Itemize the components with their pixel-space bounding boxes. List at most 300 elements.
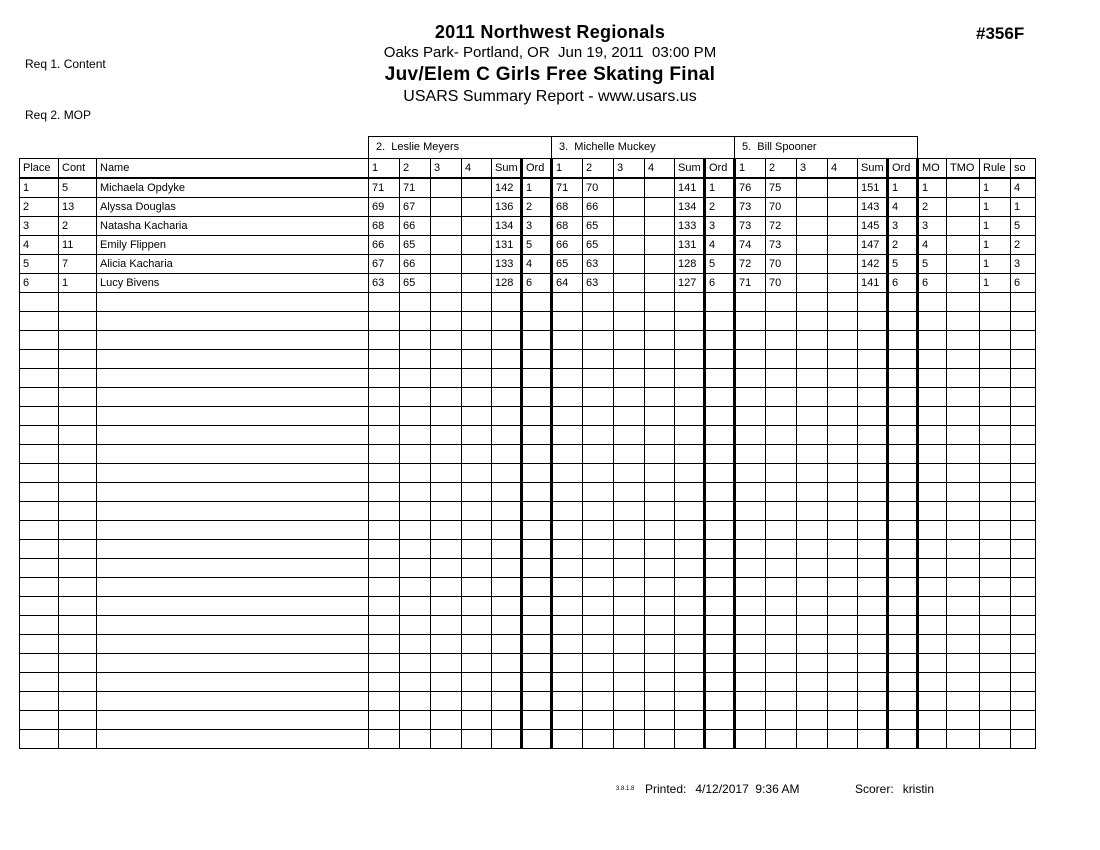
cell-blank [20,692,59,711]
cell-blank [400,540,431,559]
cell-judge1-score2: 66 [400,217,431,236]
cell-blank [918,635,947,654]
cell-blank [828,654,858,673]
cell-blank [59,559,97,578]
cell-blank [1011,388,1036,407]
cell-blank [675,502,705,521]
cell-blank [20,616,59,635]
scorer-value: kristin [902,782,935,796]
cell-blank [828,540,858,559]
cell-blank [492,369,522,388]
cell-judge3-score4 [828,178,858,198]
cell-blank [431,350,462,369]
cell-blank [97,616,369,635]
cell-blank [888,293,918,312]
cell-blank [766,331,797,350]
cell-blank [828,369,858,388]
cell-blank [675,464,705,483]
cell-judge3-score4 [828,198,858,217]
cell-judge2-ord: 4 [705,236,735,255]
cell-blank [59,578,97,597]
cell-blank [522,730,552,749]
cell-blank [462,616,492,635]
cell-blank [858,350,888,369]
cell-blank [1011,445,1036,464]
cell-blank [797,578,828,597]
empty-row [20,540,1036,559]
cell-judge3-score2: 70 [766,198,797,217]
cell-blank [1011,540,1036,559]
cell-blank [947,597,980,616]
header-judge1-sum: Sum [492,159,522,179]
cell-blank [614,559,645,578]
cell-blank [766,616,797,635]
cell-blank [431,635,462,654]
cell-blank [675,654,705,673]
empty-row [20,616,1036,635]
cell-blank [614,597,645,616]
cell-blank [369,673,400,692]
cell-blank [766,369,797,388]
cell-blank [675,521,705,540]
cell-blank [431,502,462,521]
empty-row [20,521,1036,540]
cell-blank [97,369,369,388]
cell-blank [797,464,828,483]
cell-judge2-score3 [614,178,645,198]
cell-blank [947,350,980,369]
cell-blank [583,635,614,654]
cell-skater-name: Emily Flippen [97,236,369,255]
cell-blank [400,407,431,426]
cell-blank [400,597,431,616]
cell-blank [462,521,492,540]
cell-blank [59,483,97,502]
results-table [19,158,1036,749]
cell-blank [1011,597,1036,616]
cell-blank [828,597,858,616]
cell-blank [947,407,980,426]
cell-blank [797,369,828,388]
cell-blank [980,293,1011,312]
cell-judge1-score1: 66 [369,236,400,255]
header-tmo: TMO [947,159,980,179]
cell-blank [400,312,431,331]
cell-blank [888,426,918,445]
empty-row [20,578,1036,597]
cell-blank [522,331,552,350]
table-row [20,217,1036,236]
cell-blank [766,407,797,426]
cell-blank [980,521,1011,540]
empty-row [20,331,1036,350]
cell-blank [369,578,400,597]
cell-place: 6 [20,274,59,293]
cell-blank [522,388,552,407]
cell-blank [947,521,980,540]
cell-judge1-score1: 68 [369,217,400,236]
cell-place: 4 [20,236,59,255]
cell-so: 2 [1011,236,1036,255]
cell-blank [492,407,522,426]
cell-blank [947,388,980,407]
cell-blank [492,445,522,464]
cell-blank [20,464,59,483]
cell-blank [369,521,400,540]
cell-blank [462,559,492,578]
cell-blank [400,350,431,369]
cell-blank [735,654,766,673]
cell-cont: 5 [59,178,97,198]
cell-blank [947,483,980,502]
cell-mo: 1 [918,178,947,198]
cell-blank [552,597,583,616]
cell-blank [705,312,735,331]
header-judge3-4: 4 [828,159,858,179]
cell-blank [766,730,797,749]
venue-datetime: Oaks Park- Portland, OR Jun 19, 2011 03:00 PM [383,44,717,61]
cell-blank [97,597,369,616]
cell-blank [583,312,614,331]
cell-judge1-score2: 65 [400,274,431,293]
cell-blank [797,445,828,464]
cell-blank [735,521,766,540]
cell-blank [797,730,828,749]
cell-blank [828,293,858,312]
empty-row [20,369,1036,388]
cell-blank [20,350,59,369]
cell-judge1-ord: 6 [522,274,552,293]
cell-blank [369,635,400,654]
cell-blank [522,540,552,559]
cell-blank [522,426,552,445]
scorer-label: Scorer: [855,782,894,796]
cell-judge3-score1: 73 [735,198,766,217]
cell-blank [918,540,947,559]
cell-blank [645,464,675,483]
cell-blank [97,293,369,312]
cell-blank [947,293,980,312]
cell-blank [735,730,766,749]
cell-blank [705,540,735,559]
cell-blank [797,521,828,540]
header-judge3-sum: Sum [858,159,888,179]
cell-judge2-score2: 63 [583,255,614,274]
cell-blank [462,540,492,559]
cell-blank [645,369,675,388]
cell-blank [20,293,59,312]
cell-blank [980,616,1011,635]
cell-blank [462,578,492,597]
cell-blank [766,635,797,654]
cell-blank [1011,730,1036,749]
cell-blank [858,578,888,597]
cell-blank [828,464,858,483]
cell-blank [583,464,614,483]
cell-blank [552,293,583,312]
cell-blank [918,350,947,369]
cell-blank [918,464,947,483]
cell-blank [947,540,980,559]
table-header-row [20,159,1036,179]
cell-tmo [947,198,980,217]
cell-blank [797,616,828,635]
cell-blank [1011,635,1036,654]
cell-blank [645,540,675,559]
cell-place: 5 [20,255,59,274]
cell-blank [858,369,888,388]
cell-blank [828,578,858,597]
cell-blank [492,521,522,540]
cell-judge2-score4 [645,178,675,198]
cell-blank [1011,426,1036,445]
cell-blank [462,426,492,445]
cell-judge3-sum: 151 [858,178,888,198]
cell-so: 3 [1011,255,1036,274]
cell-blank [980,692,1011,711]
empty-row [20,673,1036,692]
cell-blank [828,559,858,578]
cell-blank [735,578,766,597]
cell-blank [614,312,645,331]
cell-blank [59,426,97,445]
cell-judge2-score2: 66 [583,198,614,217]
cell-blank [522,312,552,331]
cell-blank [858,673,888,692]
cell-judge1-sum: 128 [492,274,522,293]
cell-blank [20,730,59,749]
cell-judge2-sum: 134 [675,198,705,217]
cell-blank [675,616,705,635]
cell-blank [522,692,552,711]
cell-place: 1 [20,178,59,198]
cell-blank [645,426,675,445]
cell-blank [980,730,1011,749]
cell-blank [583,673,614,692]
cell-blank [918,654,947,673]
cell-blank [614,692,645,711]
cell-blank [1011,464,1036,483]
cell-blank [20,388,59,407]
cell-blank [522,578,552,597]
cell-blank [552,426,583,445]
cell-blank [431,445,462,464]
cell-blank [918,502,947,521]
cell-blank [888,407,918,426]
cell-blank [369,654,400,673]
cell-blank [858,445,888,464]
cell-blank [980,407,1011,426]
cell-blank [766,350,797,369]
cell-blank [705,616,735,635]
cell-blank [59,312,97,331]
cell-blank [59,673,97,692]
cell-blank [766,464,797,483]
cell-judge3-sum: 142 [858,255,888,274]
cell-blank [735,502,766,521]
cell-blank [797,483,828,502]
cell-judge1-score2: 67 [400,198,431,217]
cell-judge3-score3 [797,255,828,274]
cell-judge2-score2: 65 [583,217,614,236]
cell-blank [858,502,888,521]
cell-judge3-score4 [828,255,858,274]
cell-blank [20,578,59,597]
cell-judge1-ord: 1 [522,178,552,198]
cell-blank [918,521,947,540]
cell-blank [705,445,735,464]
cell-blank [947,578,980,597]
cell-skater-name: Alyssa Douglas [97,198,369,217]
cell-blank [583,407,614,426]
cell-blank [980,540,1011,559]
cell-blank [552,483,583,502]
cell-blank [980,483,1011,502]
cell-judge2-ord: 5 [705,255,735,274]
cell-blank [462,445,492,464]
cell-blank [675,426,705,445]
cell-blank [583,483,614,502]
cell-blank [980,654,1011,673]
cell-blank [735,540,766,559]
cell-blank [400,502,431,521]
cell-blank [918,369,947,388]
cell-blank [522,350,552,369]
cell-blank [858,692,888,711]
cell-blank [828,502,858,521]
cell-judge1-score1: 67 [369,255,400,274]
cell-blank [97,578,369,597]
cell-judge2-ord: 1 [705,178,735,198]
cell-judge1-score4 [462,198,492,217]
cell-blank [947,331,980,350]
cell-blank [431,388,462,407]
cell-blank [828,445,858,464]
cell-blank [462,597,492,616]
cell-blank [20,597,59,616]
cell-blank [858,388,888,407]
cell-blank [766,597,797,616]
empty-row [20,597,1036,616]
cell-blank [918,407,947,426]
cell-judge1-score1: 69 [369,198,400,217]
header-judge1-1: 1 [369,159,400,179]
cell-blank [369,502,400,521]
cell-blank [614,369,645,388]
printed-value: 4/12/2017 9:36 AM [695,782,800,796]
req-line-1: Req 1. Content [25,57,106,71]
cell-blank [797,654,828,673]
cell-blank [492,464,522,483]
cell-cont: 13 [59,198,97,217]
cell-blank [645,445,675,464]
cell-blank [705,426,735,445]
cell-blank [522,464,552,483]
cell-blank [97,388,369,407]
cell-blank [645,293,675,312]
cell-blank [552,730,583,749]
cell-blank [97,521,369,540]
cell-blank [858,483,888,502]
cell-blank [675,445,705,464]
cell-blank [614,730,645,749]
cell-blank [492,559,522,578]
cell-judge3-score1: 72 [735,255,766,274]
cell-judge3-ord: 2 [888,236,918,255]
cell-blank [462,654,492,673]
cell-blank [980,711,1011,730]
cell-blank [735,312,766,331]
cell-blank [614,540,645,559]
cell-blank [675,350,705,369]
cell-blank [947,445,980,464]
empty-row [20,730,1036,749]
cell-blank [97,350,369,369]
cell-blank [492,597,522,616]
empty-row [20,464,1036,483]
cell-blank [675,293,705,312]
cell-blank [675,331,705,350]
cell-blank [645,635,675,654]
cell-blank [462,312,492,331]
cell-blank [59,502,97,521]
cell-blank [431,426,462,445]
cell-judge2-score4 [645,255,675,274]
cell-blank [947,711,980,730]
cell-blank [552,312,583,331]
cell-blank [59,711,97,730]
cell-judge2-score3 [614,217,645,236]
cell-cont: 7 [59,255,97,274]
empty-row [20,654,1036,673]
cell-blank [583,559,614,578]
cell-judge1-score1: 71 [369,178,400,198]
cell-blank [583,616,614,635]
cell-blank [918,293,947,312]
cell-blank [797,540,828,559]
header-judge1-2: 2 [400,159,431,179]
cell-blank [766,654,797,673]
cell-judge3-sum: 147 [858,236,888,255]
cell-judge2-score4 [645,236,675,255]
cell-blank [552,673,583,692]
header-judge2-4: 4 [645,159,675,179]
cell-blank [614,407,645,426]
cell-blank [888,312,918,331]
header-judge3-3: 3 [797,159,828,179]
cell-blank [888,502,918,521]
cell-blank [705,331,735,350]
cell-blank [797,559,828,578]
cell-blank [20,369,59,388]
cell-blank [462,673,492,692]
cell-blank [1011,673,1036,692]
cell-blank [735,597,766,616]
cell-blank [858,730,888,749]
cell-blank [1011,654,1036,673]
cell-blank [583,597,614,616]
header-judge2-2: 2 [583,159,614,179]
cell-blank [97,692,369,711]
cell-blank [947,654,980,673]
cell-blank [614,635,645,654]
cell-blank [888,350,918,369]
cell-blank [675,369,705,388]
cell-blank [858,616,888,635]
judge-header-michelle-muckey: 3. Michelle Muckey [551,136,735,159]
cell-blank [59,540,97,559]
cell-blank [947,369,980,388]
